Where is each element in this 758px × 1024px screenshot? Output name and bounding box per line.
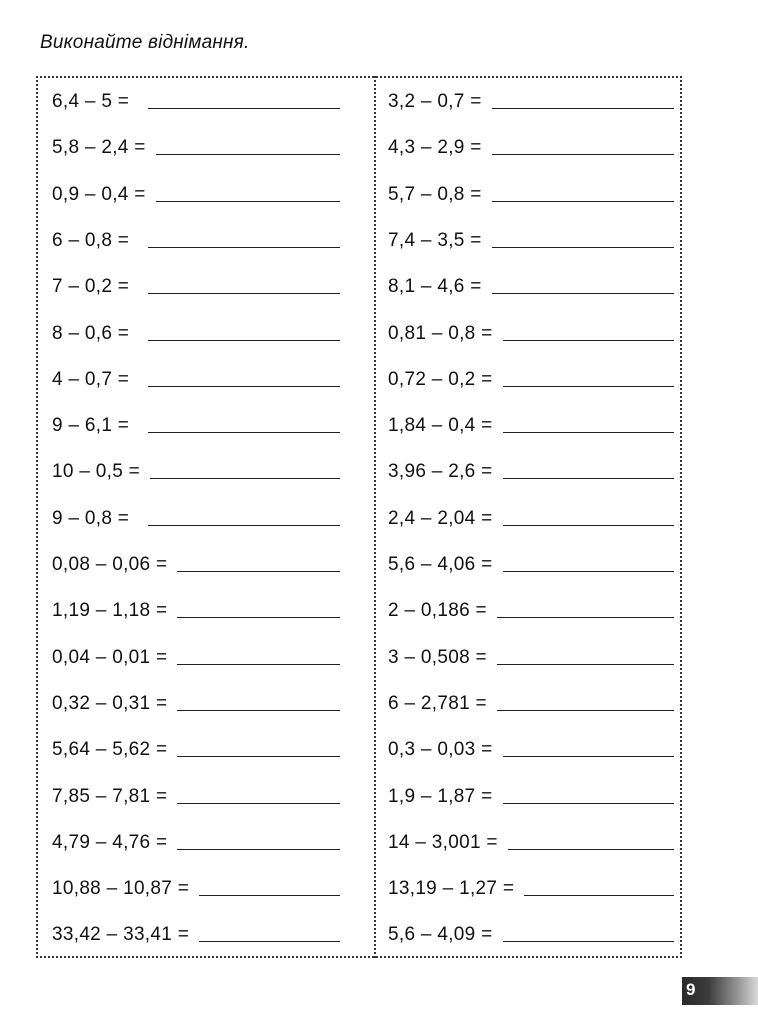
problem-row	[388, 272, 482, 302]
problem-row	[52, 457, 140, 487]
problem-row	[52, 87, 129, 117]
answer-blank[interactable]	[503, 571, 674, 572]
problem-row	[388, 87, 482, 117]
answer-blank[interactable]	[503, 756, 674, 757]
problem-expression: 14 – 3,001 =	[388, 831, 498, 853]
problem-row	[52, 133, 146, 163]
problem-expression: 3 – 0,508 =	[388, 646, 487, 668]
problem-expression: 0,08 – 0,06 =	[52, 554, 168, 575]
answer-blank[interactable]	[497, 617, 674, 618]
problem-expression: 5,7 – 0,8 =	[388, 183, 482, 205]
problem-expression: 33,42 – 33,41 =	[52, 924, 190, 946]
page-number: 9	[686, 980, 696, 999]
problem-row	[52, 272, 129, 302]
problem-row	[52, 411, 129, 441]
problem-expression: 2,4 – 2,04 =	[388, 507, 493, 529]
problem-row	[388, 504, 493, 534]
problem-row	[388, 550, 493, 580]
problem-expression: 7,4 – 3,5 =	[388, 229, 482, 251]
problem-row	[52, 643, 167, 673]
problem-expression: 4,79 – 4,76 =	[52, 831, 168, 853]
problem-expression: 0,81 – 0,8 =	[388, 322, 493, 344]
problem-expression: 8,1 – 4,6 =	[388, 276, 482, 298]
answer-blank[interactable]	[177, 756, 340, 757]
problem-expression: 1,84 – 0,4 =	[388, 415, 493, 437]
problem-row	[388, 920, 493, 950]
answer-blank[interactable]	[177, 571, 340, 572]
problem-expression: 3,96 – 2,6 =	[388, 461, 493, 483]
answer-blank[interactable]	[492, 201, 674, 202]
problem-row	[52, 550, 167, 580]
answer-blank[interactable]	[199, 895, 340, 896]
answer-blank[interactable]	[150, 478, 340, 479]
problem-expression: 3,2 – 0,7 =	[388, 91, 482, 112]
column-divider	[374, 76, 376, 958]
problem-row	[52, 920, 189, 950]
answer-blank[interactable]	[492, 108, 674, 109]
answer-blank[interactable]	[503, 478, 674, 479]
problem-row	[388, 782, 493, 812]
answer-blank[interactable]	[177, 803, 340, 804]
problem-expression: 1,19 – 1,18 =	[52, 600, 168, 622]
problem-row	[388, 411, 493, 441]
problem-expression: 6,4 – 5 =	[52, 91, 130, 112]
answer-blank[interactable]	[148, 432, 340, 433]
problem-row	[52, 226, 129, 256]
answer-blank[interactable]	[492, 154, 674, 155]
answer-blank[interactable]	[177, 849, 340, 850]
problem-expression: 5,6 – 4,09 =	[388, 924, 493, 946]
problem-expression: 9 – 0,8 =	[52, 507, 130, 529]
problem-row	[388, 596, 487, 626]
problem-row	[52, 782, 167, 812]
problem-expression: 13,19 – 1,27 =	[388, 878, 515, 900]
problem-row	[52, 874, 189, 904]
problem-expression: 0,32 – 0,31 =	[52, 692, 168, 714]
problem-expression: 7 – 0,2 =	[52, 276, 130, 298]
problem-expression: 0,3 – 0,03 =	[388, 739, 493, 761]
answer-blank[interactable]	[156, 154, 340, 155]
problem-expression: 5,64 – 5,62 =	[52, 739, 168, 761]
answer-blank[interactable]	[492, 293, 674, 294]
problem-row	[388, 457, 493, 487]
problem-row	[388, 828, 498, 858]
answer-blank[interactable]	[156, 201, 340, 202]
problem-row	[52, 596, 167, 626]
problem-expression: 5,6 – 4,06 =	[388, 554, 493, 575]
problem-row	[52, 828, 167, 858]
answer-blank[interactable]	[524, 895, 674, 896]
answer-blank[interactable]	[508, 849, 674, 850]
answer-blank[interactable]	[497, 710, 674, 711]
answer-blank[interactable]	[503, 803, 674, 804]
problem-expression: 9 – 6,1 =	[52, 415, 130, 437]
answer-blank[interactable]	[148, 386, 340, 387]
problem-expression: 0,04 – 0,01 =	[52, 646, 168, 668]
answer-blank[interactable]	[503, 340, 674, 341]
problem-row	[388, 874, 514, 904]
problem-row	[52, 180, 146, 210]
problem-row	[52, 735, 167, 765]
answer-blank[interactable]	[148, 293, 340, 294]
answer-blank[interactable]	[503, 386, 674, 387]
answer-blank[interactable]	[503, 525, 674, 526]
answer-blank[interactable]	[177, 664, 340, 665]
answer-blank[interactable]	[177, 617, 340, 618]
problem-expression: 8 – 0,6 =	[52, 322, 130, 344]
answer-blank[interactable]	[148, 247, 340, 248]
problem-expression: 0,72 – 0,2 =	[388, 368, 493, 390]
problem-row	[388, 133, 482, 163]
answer-blank[interactable]	[177, 710, 340, 711]
problem-expression: 1,9 – 1,87 =	[388, 785, 493, 807]
problem-row	[388, 365, 493, 395]
problem-row	[388, 319, 493, 349]
problem-row	[388, 180, 482, 210]
answer-blank[interactable]	[148, 340, 340, 341]
problem-row	[52, 504, 129, 534]
answer-blank[interactable]	[148, 525, 340, 526]
instruction-text: Виконайте віднімання.	[40, 32, 250, 53]
problem-row	[388, 226, 482, 256]
problem-row	[52, 319, 129, 349]
problem-expression: 7,85 – 7,81 =	[52, 785, 168, 807]
problem-row	[388, 689, 487, 719]
answer-blank[interactable]	[503, 941, 674, 942]
answer-blank[interactable]	[497, 664, 674, 665]
problem-expression: 5,8 – 2,4 =	[52, 137, 146, 159]
problem-row	[388, 643, 487, 673]
problem-row	[52, 689, 167, 719]
problem-expression: 4,3 – 2,9 =	[388, 137, 482, 159]
problem-expression: 10 – 0,5 =	[52, 461, 141, 483]
problem-row	[388, 735, 493, 765]
problem-expression: 4 – 0,7 =	[52, 368, 130, 390]
answer-blank[interactable]	[492, 247, 674, 248]
problem-expression: 6 – 2,781 =	[388, 692, 487, 714]
problem-row	[52, 365, 129, 395]
answer-blank[interactable]	[148, 108, 340, 109]
problem-expression: 2 – 0,186 =	[388, 600, 487, 622]
problem-expression: 0,9 – 0,4 =	[52, 183, 146, 205]
problem-expression: 10,88 – 10,87 =	[52, 878, 190, 900]
problem-expression: 6 – 0,8 =	[52, 229, 130, 251]
answer-blank[interactable]	[503, 432, 674, 433]
answer-blank[interactable]	[199, 941, 340, 942]
